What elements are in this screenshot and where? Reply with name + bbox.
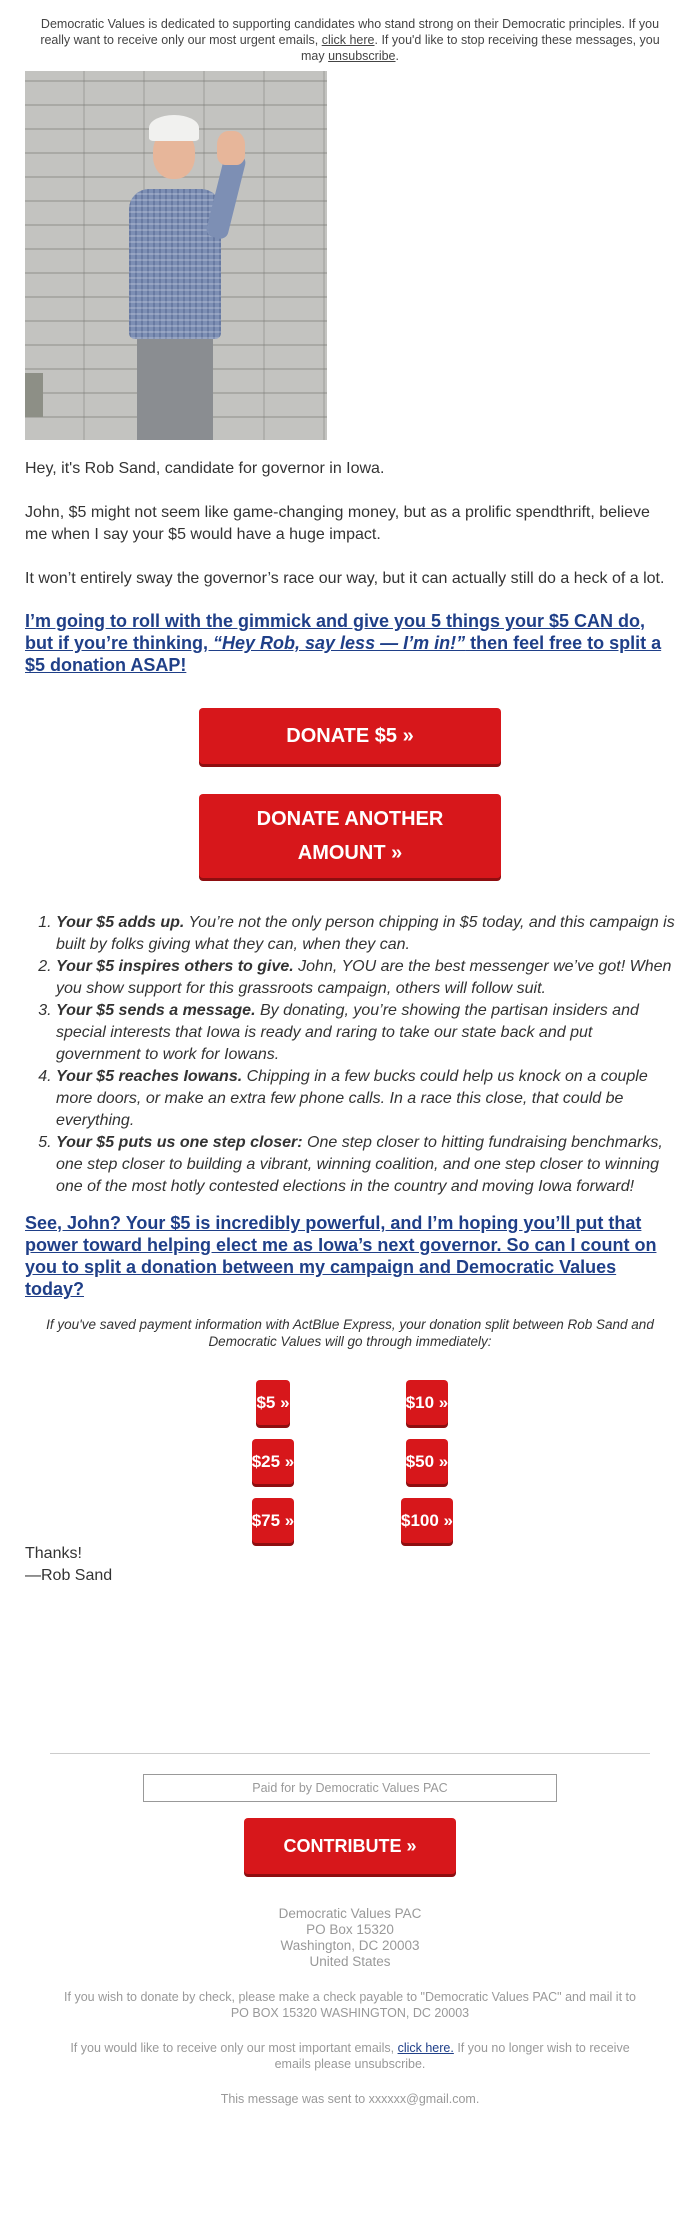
reasons-list <box>16 912 684 1198</box>
list-item: 2. Your $5 inspires others to give. John, YOU are the best messenger we’ve got! When you show support for this grassroots campaign, others will follow suit. <box>56 956 675 1000</box>
amount-50-button[interactable]: $50 » <box>406 1439 449 1484</box>
donate-5-button[interactable]: DONATE $5 » <box>199 708 501 764</box>
candidate-photo <box>25 71 327 440</box>
five-things-link[interactable]: I’m going to roll with the gimmick and give you 5 things your $5 CAN do, but if you’re thinking, “Hey Rob, say less — I’m in!” then feel free to split a $5 donation ASAP! <box>25 611 662 675</box>
amount-5-button[interactable]: $5 » <box>256 1380 289 1425</box>
thanks-text: Thanks! <box>25 1545 82 1562</box>
paid-for-by-box: Paid for by Democratic Values PAC <box>143 1774 557 1802</box>
list-item: 3. Your $5 sends a message. By donating, you’re showing the partisan insiders and special interests that Iowa is ready and raring to take our state back and put government to work for Iowans. <box>56 1000 675 1066</box>
list-item: 1. Your $5 adds up. You’re not the only person chipping in $5 today, and this campaign is built by folks giving what they can, when they can. <box>56 912 675 956</box>
important-emails-link[interactable]: click here. <box>397 2041 454 2055</box>
unsubscribe-link[interactable]: unsubscribe <box>328 49 396 63</box>
paragraph-3: It won’t entirely sway the governor’s race our way, but it can actually still do a heck of a lot. <box>25 570 665 587</box>
amount-10-button[interactable]: $10 » <box>406 1380 449 1425</box>
message-body <box>16 458 684 590</box>
actblue-express-note: If you've saved payment information with ActBlue Express, your donation split between Rob Sand and Democratic Values will go through immediately: <box>46 1317 654 1349</box>
amount-100-button[interactable]: $100 » <box>401 1498 453 1543</box>
amount-75-button[interactable]: $75 » <box>252 1498 295 1543</box>
amount-buttons <box>203 1380 497 1543</box>
mailing-address: Democratic Values PAC PO Box 15320 Washington, DC 20003 United States <box>278 1906 422 1969</box>
preheader-text: Democratic Values is dedicated to supporting candidates who stand strong on their Democratic principles. If you really want to receive only our most urgent emails, <box>40 17 660 47</box>
signature: —Rob Sand <box>25 1567 113 1584</box>
contribute-button[interactable]: CONTRIBUTE » <box>244 1818 456 1874</box>
preheader: Democratic Values is dedicated to supporting candidates who stand strong on their Democratic principles. If you really want to receive only our most urgent emails, click here. If you'd like to stop receiving these messages, you may unsubscribe. <box>40 17 660 63</box>
paragraph-2: John, $5 might not seem like game-changing money, but as a prolific spendthrift, believe me when I say your $5 would have a huge impact. <box>25 504 650 543</box>
list-item: 5. Your $5 puts us one step closer: One step closer to hitting fundraising benchmarks, one step closer to building a vibrant, winning coalition, and one step closer to winning one of the most hotly contested elections in the country and moving Iowa forward! <box>56 1132 675 1198</box>
sent-to-note: This message was sent to xxxxxx@gmail.com. <box>220 2092 480 2106</box>
amount-25-button[interactable]: $25 » <box>252 1439 295 1484</box>
urgent-emails-link[interactable]: click here <box>321 33 375 47</box>
email-preferences-note: If you would like to receive only our most important emails, click here. If you no longer wish to receive emails please unsubscribe. <box>70 2041 630 2071</box>
donate-another-amount-button[interactable]: DONATE ANOTHER AMOUNT » <box>199 794 501 878</box>
split-donation-link[interactable]: See, John? Your $5 is incredibly powerful, and I’m hoping you’ll put that power toward helping elect me as Iowa’s next governor. So can I count on you to split a donation between my campaign and Democratic Values today? <box>25 1213 657 1299</box>
check-donation-note: If you wish to donate by check, please make a check payable to "Democratic Values PAC" and mail it to PO BOX 15320 WASHINGTON, DC 20003 <box>64 1990 636 2020</box>
footer-divider <box>50 1753 650 1754</box>
list-item: 4. Your $5 reaches Iowans. Chipping in a few bucks could help us knock on a couple more doors, or make an extra few phone calls. In a race this close, that could be everything. <box>56 1066 675 1132</box>
greeting-paragraph: Hey, it's Rob Sand, candidate for governor in Iowa. <box>25 460 385 477</box>
